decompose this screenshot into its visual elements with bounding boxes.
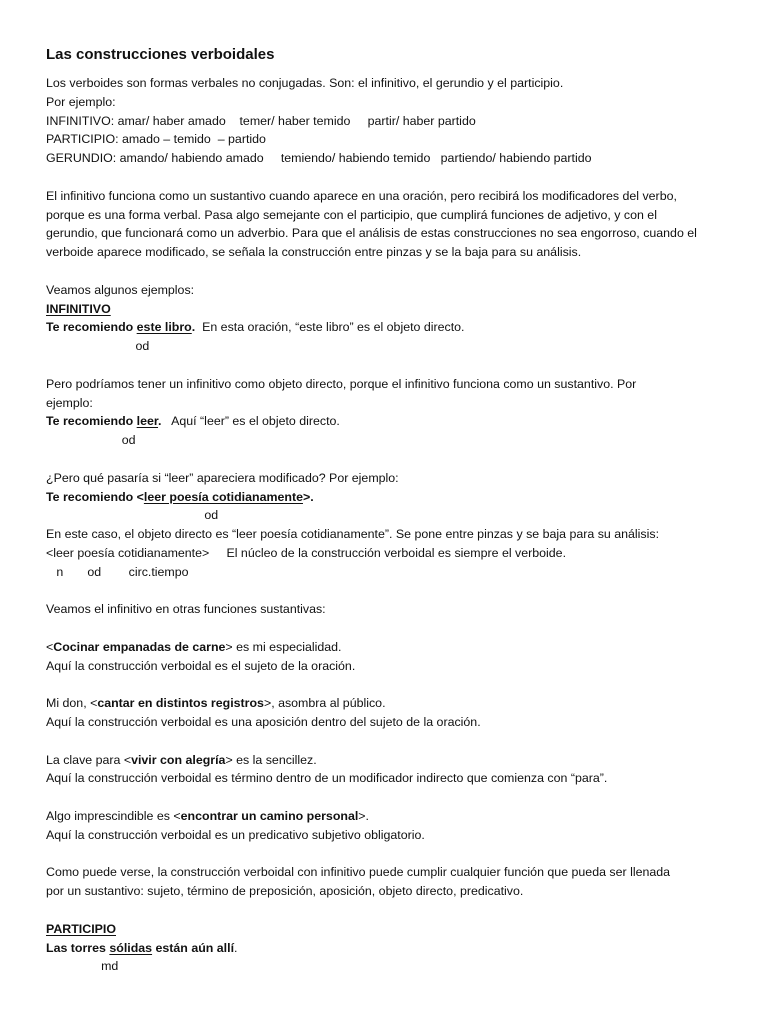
example-comment: En esta oración, “este libro” es el objeto directo.	[195, 320, 465, 335]
section-heading-infinitivo: INFINITIVO	[46, 301, 111, 316]
example-bold: Las torres	[46, 940, 110, 955]
spacer	[46, 582, 736, 601]
document-title: Las construcciones verboidales	[46, 46, 275, 63]
analysis-label: md	[46, 959, 119, 974]
paragraph-line: por un sustantivo: sujeto, término de preposición, aposición, objeto directo, predicativo.	[46, 884, 524, 899]
spacer	[46, 788, 736, 807]
spacer	[46, 619, 736, 638]
example-bold: encontrar un camino personal	[180, 809, 359, 824]
example-text: >, asombra al público.	[263, 696, 386, 711]
paragraph-line: Veamos el infinitivo en otras funciones sustantivas:	[46, 602, 326, 617]
example-sentence	[46, 318, 736, 337]
example-bold: vivir con alegría	[131, 752, 226, 767]
paragraph-line: Veamos algunos ejemplos:	[46, 282, 195, 297]
example-text: Algo imprescindible es <	[46, 809, 181, 824]
example-text: > es la sencillez.	[225, 752, 317, 767]
example-sentence	[46, 488, 736, 507]
paragraph-line: ejemplo:	[46, 395, 93, 410]
intro-line: Los verboides son formas verbales no conjugadas. Son: el infinitivo, el gerundio y el participio.	[46, 76, 564, 90]
paragraph-line: El infinitivo funciona como un sustantivo cuando aparece en una oración, pero recibirá los modificadores del verbo,	[46, 188, 677, 203]
example-text: La clave para <	[46, 752, 132, 767]
intro-line: INFINITIVO: amar/ haber amado temer/ haber temido partir/ haber partido	[46, 113, 476, 128]
analysis-label: n od circ.tiempo	[46, 564, 189, 579]
example-bold: .	[158, 414, 162, 429]
example-text: > es mi especialidad.	[225, 639, 342, 654]
example-text: .	[234, 940, 238, 955]
analysis-line: <leer poesía cotidianamente> El núcleo de la construcción verboidal es siempre el verboide.	[46, 545, 567, 560]
example-text: Mi don, <	[46, 696, 98, 711]
analysis-label: od	[46, 433, 136, 448]
example-note: Aquí la construcción verboidal es un predicativo subjetivo obligatorio.	[46, 827, 425, 842]
example-note: Aquí la construcción verboidal es término dentro de un modificador indirecto que comienza con “para”.	[46, 771, 608, 786]
intro-line: GERUNDIO: amando/ habiendo amado temiendo/ habiendo temido partiendo/ habiendo partido	[46, 151, 592, 166]
paragraph-line: verboide aparece modificado, se señala la construcción entre pinzas y se la baja para su análisis.	[46, 245, 582, 260]
example-text: <	[46, 639, 54, 654]
example-sentence	[46, 694, 736, 713]
paragraph-line: porque es una forma verbal. Pasa algo semejante con el participio, que cumplirá funciones de adjetivo, y con el	[46, 207, 657, 222]
spacer	[46, 66, 736, 74]
spacer	[46, 732, 736, 751]
intro-line: Por ejemplo:	[46, 94, 116, 109]
paragraph-line: gerundio, que funcionará como un adverbio. Para que el análisis de estas construcciones no sea engorroso, cuando el	[46, 226, 697, 241]
intro-line: PARTICIPIO: amado – temido – partido	[46, 132, 266, 147]
example-note: Aquí la construcción verboidal es una aposición dentro del sujeto de la oración.	[46, 715, 481, 730]
example-sentence	[46, 939, 736, 958]
spacer	[46, 901, 736, 920]
paragraph-line: Como puede verse, la construcción verboidal con infinitivo puede cumplir cualquier función que pueda ser llenada	[46, 865, 671, 880]
example-bold: Te recomiendo <	[46, 489, 144, 504]
spacer	[46, 450, 736, 469]
example-bold: cantar en distintos registros	[97, 696, 264, 711]
spacer	[46, 262, 736, 281]
example-underlined: leer poesía cotidianamente	[143, 489, 303, 504]
paragraph-line: ¿Pero qué pasaría si “leer” apareciera modificado? Por ejemplo:	[46, 470, 399, 485]
example-bold: .	[191, 320, 196, 335]
example-bold: están aún allí	[152, 940, 235, 955]
example-sentence	[46, 751, 736, 770]
paragraph-line: Pero podríamos tener un infinitivo como objeto directo, porque el infinitivo funciona como un sustantivo. Por	[46, 376, 637, 391]
example-underlined: sólidas	[109, 940, 153, 955]
document-page	[46, 44, 736, 976]
spacer	[46, 168, 736, 187]
example-bold: Te recomiendo	[46, 414, 137, 429]
section-heading-participio: PARTICIPIO	[46, 921, 116, 936]
example-sentence	[46, 412, 736, 431]
example-underlined: leer	[136, 414, 159, 429]
example-sentence	[46, 807, 736, 826]
example-bold: Te recomiendo	[46, 320, 137, 335]
example-bold: Cocinar empanadas de carne	[53, 639, 226, 654]
example-note: Aquí la construcción verboidal es el sujeto de la oración.	[46, 658, 356, 673]
example-bold: >.	[302, 489, 314, 504]
spacer	[46, 845, 736, 864]
spacer	[46, 356, 736, 375]
analysis-label: od	[46, 508, 219, 523]
example-sentence	[46, 638, 736, 657]
example-text: >.	[358, 809, 369, 824]
paragraph-line: En este caso, el objeto directo es “leer poesía cotidianamente”. Se pone entre pinzas y se baja para su análisis:	[46, 527, 660, 542]
example-underlined: este libro	[136, 320, 192, 335]
analysis-label: od	[46, 339, 150, 354]
example-comment: Aquí “leer” es el objeto directo.	[161, 414, 340, 429]
spacer	[46, 676, 736, 695]
